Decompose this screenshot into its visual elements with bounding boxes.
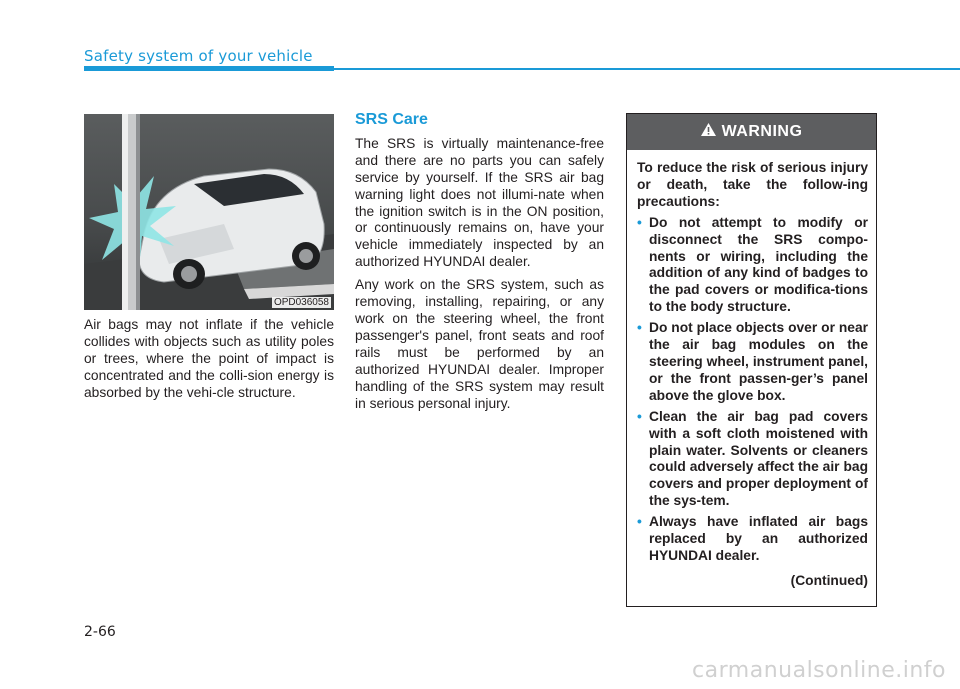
figure-caption: Air bags may not inflate if the vehicle collides with objects such as utility poles or trees, where the point of impact is concentrated and the colli-sion energy is absorbed by the vehi-cle structure. bbox=[84, 317, 334, 400]
bullet-icon: • bbox=[637, 214, 642, 230]
srs-care-heading: SRS Care bbox=[355, 111, 428, 128]
warning-item: • Do not attempt to modify or disconnect the SRS compo-nents or wiring, including the addition of any kind of badges to the pad covers or modifica-tions to the body structure. bbox=[637, 214, 868, 315]
bullet-icon: • bbox=[637, 320, 642, 336]
continued-label: (Continued) bbox=[790, 572, 868, 588]
figure-code: OPD036058 bbox=[273, 297, 329, 308]
page-number: 2-66 bbox=[84, 624, 116, 640]
srs-care-section bbox=[355, 112, 604, 418]
warning-box bbox=[626, 113, 877, 607]
header-rule bbox=[334, 68, 960, 70]
section-title: Safety system of your vehicle bbox=[84, 47, 313, 65]
header-rule-accent bbox=[84, 66, 334, 71]
srs-care-paragraph-2: Any work on the SRS system, such as removing, installing, repairing, or any work on the steering wheel, the front passenger's panel, front seats and roof rails must be performed by an authorized HYUNDAI dealer. Improper handling of the SRS system may result in serious personal injury. bbox=[355, 277, 604, 411]
warning-header bbox=[627, 114, 876, 150]
warning-triangle-icon bbox=[701, 123, 716, 141]
pole-collision-illustration bbox=[84, 114, 334, 310]
bullet-icon: • bbox=[637, 514, 642, 530]
warning-title: WARNING bbox=[721, 123, 803, 140]
warning-body bbox=[627, 150, 876, 590]
warning-list bbox=[637, 215, 868, 565]
warning-item: • Do not place objects over or near the air bag modules on the steering wheel, instrument panel, or the front passen-ger’s panel above the glove box. bbox=[637, 320, 868, 403]
watermark: carmanualsonline.info bbox=[692, 658, 946, 683]
warning-item: • Always have inflated air bags replaced by an authorized HYUNDAI dealer. bbox=[637, 514, 868, 563]
bullet-icon: • bbox=[637, 408, 642, 424]
srs-care-paragraph-1: The SRS is virtually maintenance-free and there are no parts you can safely service by yourself. If the SRS air bag warning light does not illumi-nate when the ignition switch is in the ON position, or continuously remains on, have your vehicle immediately inspected by an authorized HYUNDAI dealer. bbox=[355, 135, 604, 270]
warning-intro: To reduce the risk of serious injury or death, take the follow-ing precautions: bbox=[637, 160, 868, 209]
car-hitting-pole-drawing bbox=[84, 114, 334, 310]
warning-item: • Clean the air bag pad covers with a soft cloth moistened with plain water. Solvents or cleaners could adversely affect the air bag covers and proper deployment of the sys-tem. bbox=[637, 408, 868, 509]
